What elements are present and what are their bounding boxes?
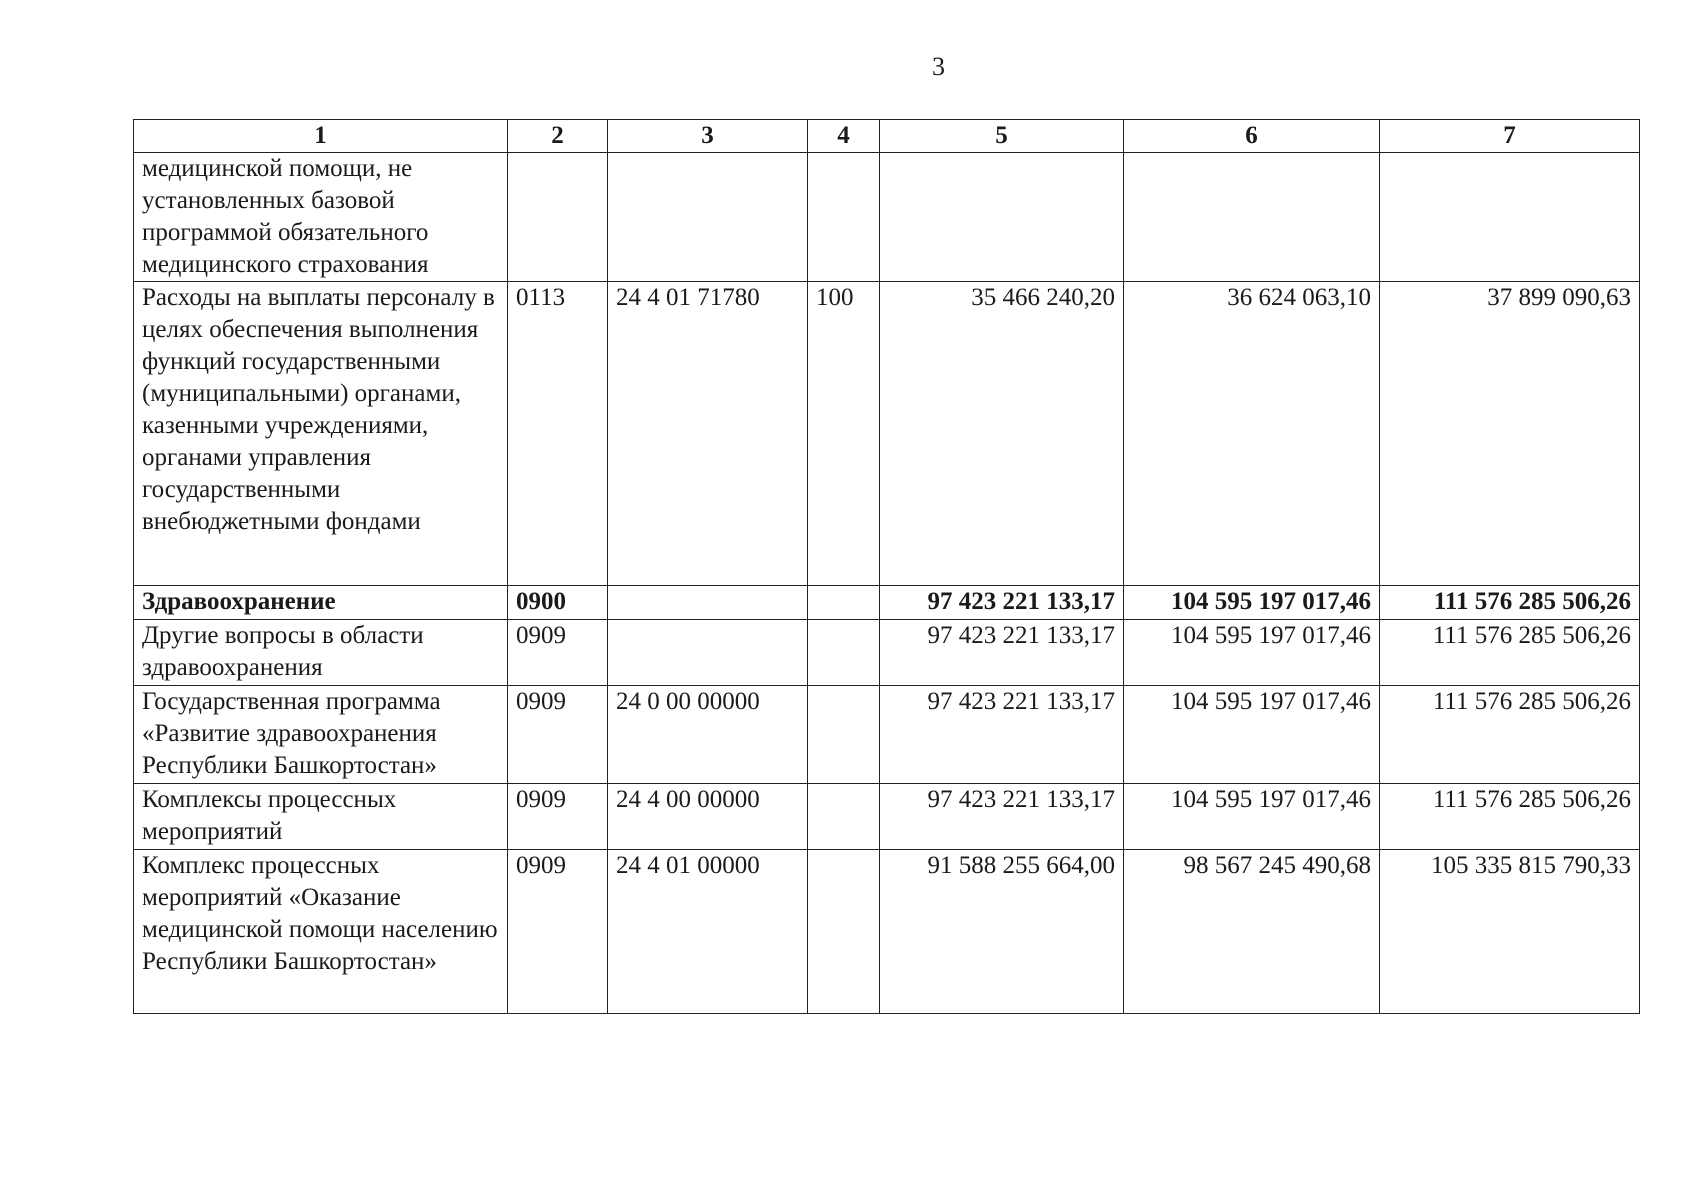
target-code [608,620,808,686]
amount-col6: 104 595 197 017,46 [1124,686,1380,784]
amount-col7: 111 576 285 506,26 [1380,686,1640,784]
section-code: 0113 [508,282,608,586]
amount-col5 [880,153,1124,282]
column-header-3: 3 [608,120,808,153]
column-header-7: 7 [1380,120,1640,153]
expense-type-code [808,153,880,282]
table-row [134,153,1640,282]
target-code: 24 4 01 00000 [608,850,808,1014]
section-code: 0909 [508,686,608,784]
amount-col7 [1380,153,1640,282]
table-row [134,686,1640,784]
table-row [134,282,1640,586]
amount-col7: 111 576 285 506,26 [1380,620,1640,686]
target-code: 24 0 00 00000 [608,686,808,784]
amount-col7: 105 335 815 790,33 [1380,850,1640,1014]
column-header-4: 4 [808,120,880,153]
target-code: 24 4 00 00000 [608,784,808,850]
row-name: Комплекс процессных мероприятий «Оказание медицинской помощи населению Республики Башкортостан» [134,850,508,1014]
expense-type-code [808,784,880,850]
expense-type-code: 100 [808,282,880,586]
expense-type-code [808,620,880,686]
row-name: Расходы на выплаты персоналу в целях обеспечения выполнения функций государственными (муниципальными) органами, казенными учреждениями, органами управления государственными внебюджетными фондами [134,282,508,586]
amount-col7: 37 899 090,63 [1380,282,1640,586]
amount-col7: 111 576 285 506,26 [1380,586,1640,620]
amount-col6: 104 595 197 017,46 [1124,620,1380,686]
table-row [134,620,1640,686]
budget-table [133,119,1640,1014]
amount-col5: 97 423 221 133,17 [880,620,1124,686]
column-header-5: 5 [880,120,1124,153]
row-name: Государственная программа «Развитие здравоохранения Республики Башкортостан» [134,686,508,784]
amount-col6: 104 595 197 017,46 [1124,586,1380,620]
row-name: Другие вопросы в области здравоохранения [134,620,508,686]
section-code: 0900 [508,586,608,620]
section-code: 0909 [508,784,608,850]
amount-col6: 104 595 197 017,46 [1124,784,1380,850]
target-code: 24 4 01 71780 [608,282,808,586]
target-code [608,153,808,282]
table-header-row [134,120,1640,153]
expense-type-code [808,586,880,620]
page-number: 3 [932,52,945,81]
table-row [134,586,1640,620]
expense-type-code [808,686,880,784]
section-code [508,153,608,282]
section-code: 0909 [508,620,608,686]
amount-col5: 35 466 240,20 [880,282,1124,586]
table-row [134,784,1640,850]
amount-col7: 111 576 285 506,26 [1380,784,1640,850]
amount-col5: 97 423 221 133,17 [880,784,1124,850]
expense-type-code [808,850,880,1014]
column-header-1: 1 [134,120,508,153]
target-code [608,586,808,620]
amount-col5: 97 423 221 133,17 [880,686,1124,784]
section-code: 0909 [508,850,608,1014]
row-name: Комплексы процессных мероприятий [134,784,508,850]
amount-col5: 91 588 255 664,00 [880,850,1124,1014]
column-header-2: 2 [508,120,608,153]
amount-col6: 36 624 063,10 [1124,282,1380,586]
table-row [134,850,1640,1014]
row-name: Здравоохранение [134,586,508,620]
row-name: медицинской помощи, не установленных базовой программой обязательного медицинского страхования [134,153,508,282]
amount-col5: 97 423 221 133,17 [880,586,1124,620]
amount-col6: 98 567 245 490,68 [1124,850,1380,1014]
column-header-6: 6 [1124,120,1380,153]
amount-col6 [1124,153,1380,282]
